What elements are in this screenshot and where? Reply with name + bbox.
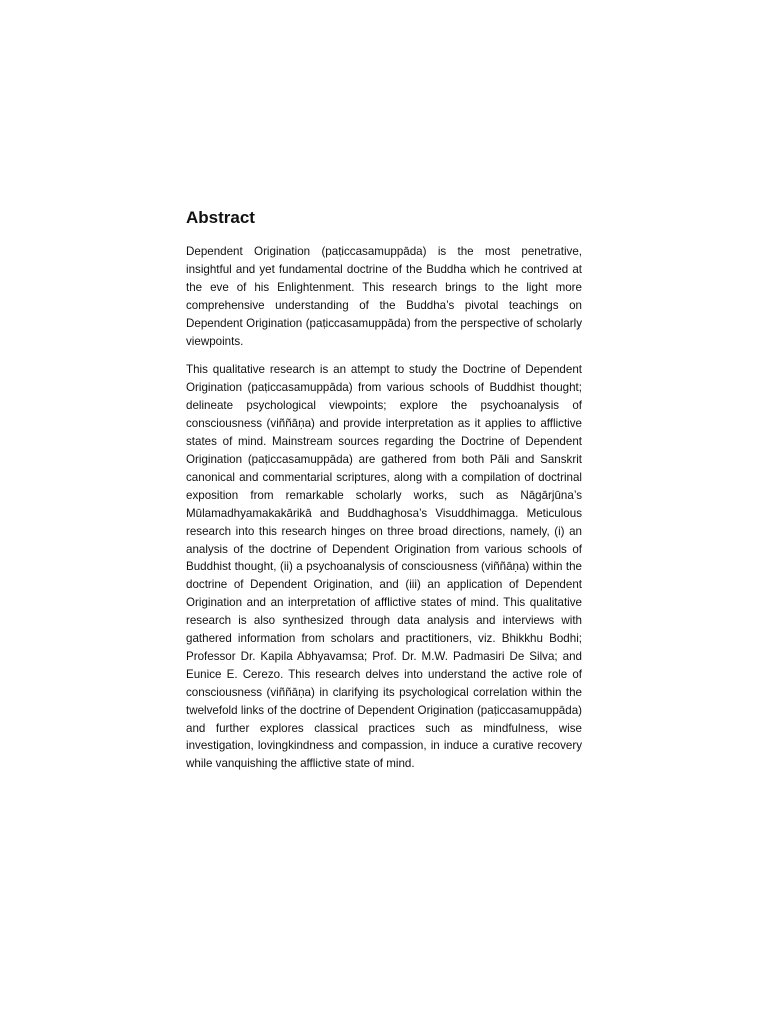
abstract-paragraph-1: Dependent Origination (paṭiccasamuppāda) is the most penetrative, insightful and yet fundamental doctrine of the Buddha which he contrived at the eve of his Enlightenment. This research brings to the light more comprehensive understanding of the Buddha’s pivotal teachings on Dependent Origination (paṭiccasamuppāda) from the perspective of scholarly viewpoints. — [186, 245, 582, 348]
abstract-section — [186, 207, 582, 784]
abstract-paragraph-2: This qualitative research is an attempt to study the Doctrine of Dependent Origination (paṭiccasamuppāda) from various schools of Buddhist thought; delineate psychological viewpoints; explore the psychoanalysis of consciousness (viññāṇa) and provide interpretation as it applies to afflictive states of mind. Mainstream sources regarding the Doctrine of Dependent Origination (paṭiccasamuppāda) are gathered from both Pāli and Sanskrit canonical and commentarial scriptures, along with a compilation of doctrinal exposition from remarkable scholarly works, such as Nāgārjūna’s Mūlamadhyamakakārikā and Buddhaghosa’s Visuddhimagga. Meticulous research into this research hinges on three broad directions, namely, (i) an analysis of the doctrine of Dependent Origination from various schools of Buddhist thought, (ii) a psychoanalysis of consciousness (viññāṇa) within the doctrine of Dependent Origination, and (iii) an application of Dependent Origination and an interpretation of afflictive states of mind. This qualitative research is also synthesized through data analysis and interviews with gathered information from scholars and practitioners, viz. Bhikkhu Bodhi; Professor Dr. Kapila Abhyavamsa; Prof. Dr. M.W. Padmasiri De Silva; and Eunice E. Cerezo. This research delves into understand the active role of consciousness (viññāṇa) in clarifying its psychological correlation within the twelvefold links of the doctrine of Dependent Origination (paṭiccasamuppāda) and further explores classical practices such as mindfulness, wise investigation, lovingkindness and compassion, in induce a curative recovery while vanquishing the afflictive state of mind. — [186, 363, 582, 771]
abstract-heading: Abstract — [186, 208, 255, 227]
